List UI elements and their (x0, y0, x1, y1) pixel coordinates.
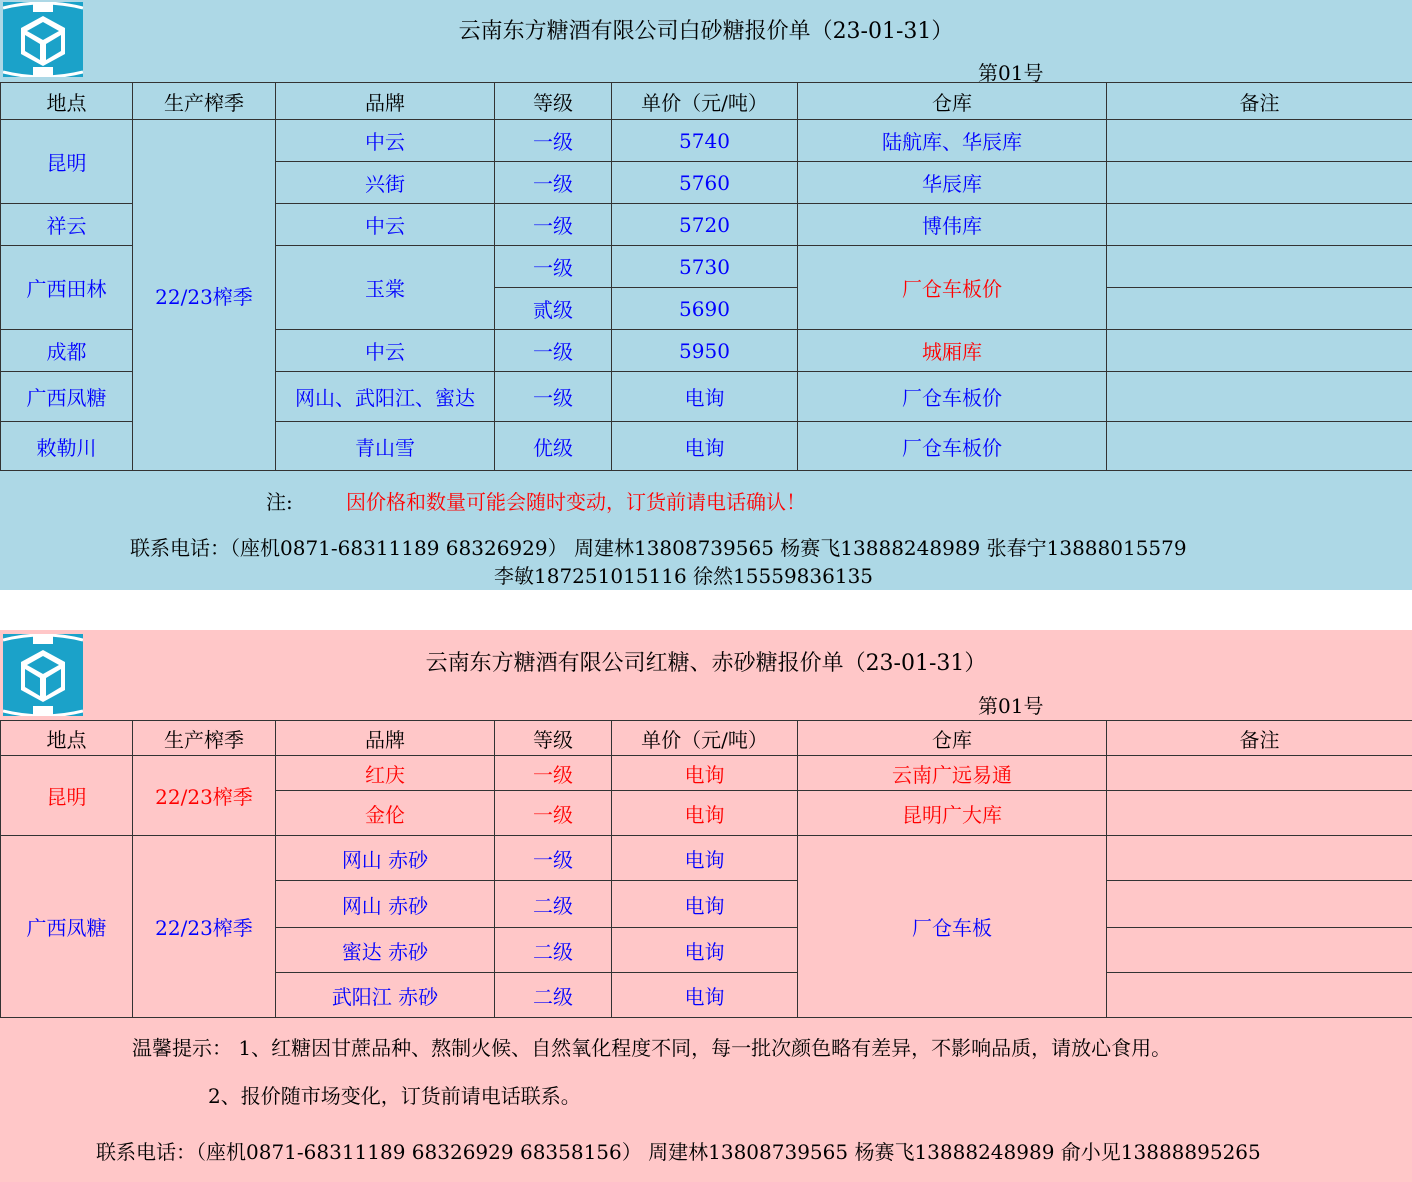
price-cell: 5740 (612, 120, 798, 162)
brand-cell: 红庆 (276, 756, 495, 791)
header-location: 地点 (1, 721, 133, 756)
season-cell: 22/23榨季 (133, 756, 276, 836)
price-cell: 电询 (612, 973, 798, 1018)
brand-cell: 兴街 (276, 162, 495, 204)
table-row (1, 120, 1412, 162)
header-brand: 品牌 (276, 721, 495, 756)
header-grade: 等级 (495, 83, 612, 120)
remark-cell (1107, 973, 1412, 1018)
contact-line-2: 李敏187251015116 徐然15559836135 (494, 564, 874, 588)
price-cell: 5760 (612, 162, 798, 204)
tip-line-2: 2、报价随市场变化，订货前请电话联系。 (208, 1084, 581, 1108)
brand-cell: 玉棠 (276, 246, 495, 330)
grade-cell: 一级 (495, 120, 612, 162)
contact-line: 联系电话：（座机0871-68311189 68326929 68358156） 周建林13808739565 杨赛飞13888248989 俞小见13888895265 (96, 1140, 1261, 1164)
table-row (1, 836, 1412, 881)
price-cell: 电询 (612, 836, 798, 881)
remark-cell (1107, 881, 1412, 928)
price-cell: 5950 (612, 330, 798, 372)
grade-cell: 二级 (495, 973, 612, 1018)
grade-cell: 一级 (495, 162, 612, 204)
grade-cell: 一级 (495, 372, 612, 422)
brand-cell: 中云 (276, 204, 495, 246)
location-cell: 广西田林 (1, 246, 133, 330)
table-header-row (1, 83, 1412, 120)
header-grade: 等级 (495, 721, 612, 756)
grade-cell: 一级 (495, 836, 612, 881)
grade-cell: 二级 (495, 881, 612, 928)
note-text: 因价格和数量可能会随时变动，订货前请电话确认！ (346, 490, 806, 514)
document-number: 第01号 (978, 694, 1044, 718)
warehouse-cell: 城厢库 (798, 330, 1107, 372)
price-cell: 5690 (612, 288, 798, 330)
header-remark: 备注 (1107, 83, 1412, 120)
warehouse-cell: 博伟库 (798, 204, 1107, 246)
header-location: 地点 (1, 83, 133, 120)
location-cell: 广西凤糖 (1, 372, 133, 422)
location-cell: 昆明 (1, 756, 133, 836)
price-cell: 电询 (612, 928, 798, 973)
remark-cell (1107, 330, 1412, 372)
season-cell: 22/23榨季 (133, 836, 276, 1018)
remark-cell (1107, 246, 1412, 288)
header-brand: 品牌 (276, 83, 495, 120)
document-number: 第01号 (978, 61, 1044, 85)
remark-cell (1107, 288, 1412, 330)
grade-cell: 二级 (495, 928, 612, 973)
contact-line-1: 联系电话：（座机0871-68311189 68326929） 周建林13808739565 杨赛飞13888248989 张春宁13888015579 (130, 536, 1187, 560)
price-cell: 电询 (612, 756, 798, 791)
remark-cell (1107, 162, 1412, 204)
white-sugar-sheet (0, 0, 1412, 590)
brand-cell: 网山 赤砂 (276, 881, 495, 928)
brand-cell: 蜜达 赤砂 (276, 928, 495, 973)
header-price: 单价（元/吨） (612, 721, 798, 756)
header-warehouse: 仓库 (798, 721, 1107, 756)
brand-cell: 青山雪 (276, 422, 495, 471)
warehouse-cell: 陆航库、华辰库 (798, 120, 1107, 162)
grade-cell: 一级 (495, 330, 612, 372)
price-cell: 电询 (612, 422, 798, 471)
remark-cell (1107, 928, 1412, 973)
white-sugar-price-table (0, 82, 1412, 471)
page-title: 云南东方糖酒有限公司红糖、赤砂糖报价单（23-01-31） (425, 651, 987, 676)
price-cell: 5720 (612, 204, 798, 246)
grade-cell: 优级 (495, 422, 612, 471)
price-cell: 电询 (612, 881, 798, 928)
grade-cell: 一级 (495, 246, 612, 288)
remark-cell (1107, 372, 1412, 422)
grade-cell: 一级 (495, 204, 612, 246)
brand-cell: 中云 (276, 120, 495, 162)
warehouse-cell: 昆明广大库 (798, 791, 1107, 836)
header-season: 生产榨季 (133, 721, 276, 756)
remark-cell (1107, 836, 1412, 881)
brand-cell: 网山、武阳江、蜜达 (276, 372, 495, 422)
remark-cell (1107, 204, 1412, 246)
location-cell: 敕勒川 (1, 422, 133, 471)
warehouse-cell: 华辰库 (798, 162, 1107, 204)
warehouse-cell: 厂仓车板 (798, 836, 1107, 1018)
header-price: 单价（元/吨） (612, 83, 798, 120)
location-cell: 广西凤糖 (1, 836, 133, 1018)
table-header-row (1, 721, 1412, 756)
price-cell: 电询 (612, 791, 798, 836)
header-warehouse: 仓库 (798, 83, 1107, 120)
grade-cell: 一级 (495, 756, 612, 791)
location-cell: 昆明 (1, 120, 133, 204)
brand-cell: 武阳江 赤砂 (276, 973, 495, 1018)
warehouse-cell: 厂仓车板价 (798, 372, 1107, 422)
remark-cell (1107, 422, 1412, 471)
remark-cell (1107, 756, 1412, 791)
brand-cell: 网山 赤砂 (276, 836, 495, 881)
brand-cell: 中云 (276, 330, 495, 372)
header-season: 生产榨季 (133, 83, 276, 120)
remark-cell (1107, 791, 1412, 836)
table-row (1, 756, 1412, 791)
price-cell: 电询 (612, 372, 798, 422)
brown-sugar-price-table (0, 720, 1412, 1018)
price-cell: 5730 (612, 246, 798, 288)
location-cell: 祥云 (1, 204, 133, 246)
note-label: 注: (266, 490, 293, 514)
grade-cell: 一级 (495, 791, 612, 836)
warehouse-cell: 厂仓车板价 (798, 422, 1107, 471)
tip-line-1: 温馨提示： 1、红糖因甘蔗品种、熬制火候、自然氧化程度不同，每一批次颜色略有差异，不影响品质，请放心食用。 (132, 1036, 1172, 1060)
remark-cell (1107, 120, 1412, 162)
warehouse-cell: 厂仓车板价 (798, 246, 1107, 330)
header-remark: 备注 (1107, 721, 1412, 756)
page-title: 云南东方糖酒有限公司白砂糖报价单（23-01-31） (458, 19, 954, 44)
location-cell: 成都 (1, 330, 133, 372)
season-cell: 22/23榨季 (133, 120, 276, 471)
grade-cell: 贰级 (495, 288, 612, 330)
warehouse-cell: 云南广远易通 (798, 756, 1107, 791)
brand-cell: 金伦 (276, 791, 495, 836)
